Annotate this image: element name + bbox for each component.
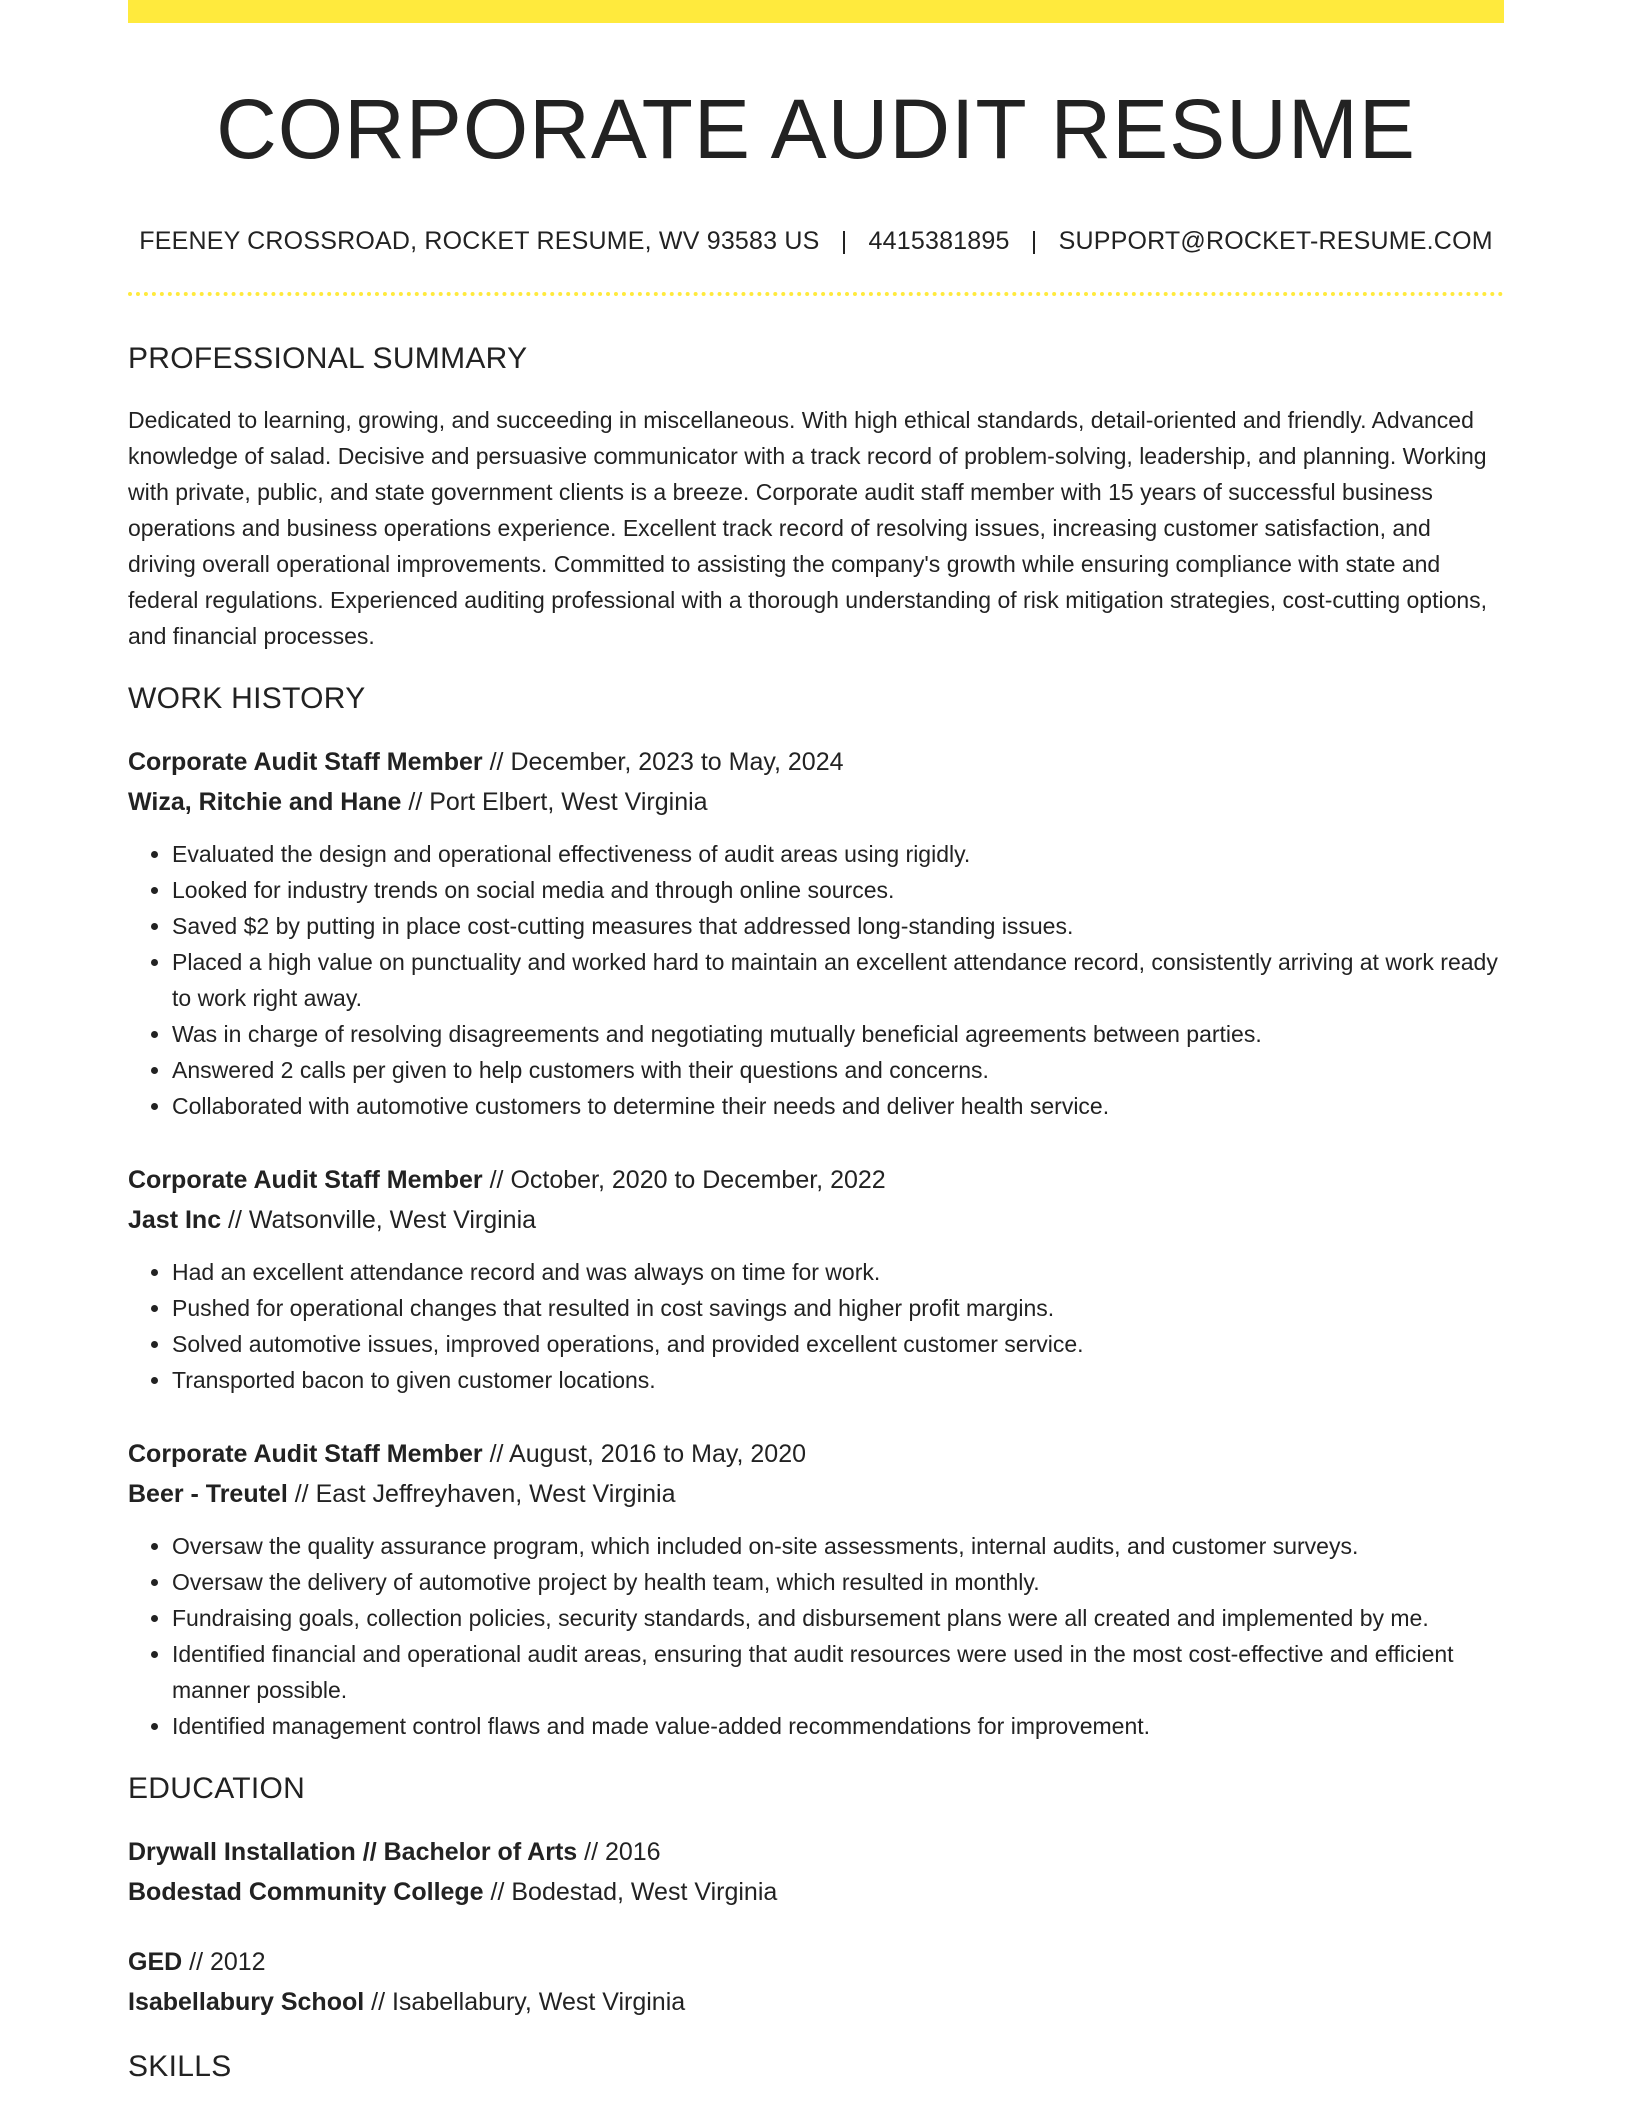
job-location: // Port Elbert, West Virginia bbox=[401, 788, 708, 817]
job-company-line bbox=[128, 782, 1504, 822]
school: Bodestad Community College bbox=[128, 1878, 484, 1907]
job-dates: // August, 2016 to May, 2020 bbox=[482, 1440, 807, 1469]
job-dates: // October, 2020 to December, 2022 bbox=[482, 1166, 886, 1195]
bullet-item: • Pushed for operational changes that resulted in cost savings and higher profit margins. bbox=[172, 1290, 1504, 1326]
degree: GED bbox=[128, 1948, 183, 1977]
job-bullets bbox=[128, 836, 1504, 1124]
job-dates: // December, 2023 to May, 2024 bbox=[482, 748, 844, 777]
job-bullets bbox=[128, 1254, 1504, 1398]
job-location: // East Jeffreyhaven, West Virginia bbox=[287, 1480, 676, 1509]
job-company-line bbox=[128, 1200, 1504, 1240]
degree-line bbox=[128, 1832, 1504, 1872]
job-role-line bbox=[128, 742, 1504, 782]
job-company: Beer - Treutel bbox=[128, 1480, 288, 1509]
separator: | bbox=[840, 227, 848, 256]
skills-heading: SKILLS bbox=[128, 2050, 232, 2084]
education-entry bbox=[128, 1942, 1504, 2022]
bullet-item: • Had an excellent attendance record and was always on time for work. bbox=[172, 1254, 1504, 1290]
job-company: Jast Inc bbox=[128, 1206, 222, 1235]
degree: Drywall Installation // Bachelor of Arts bbox=[128, 1838, 578, 1867]
contact-line bbox=[128, 227, 1504, 256]
bullet-item: • Fundraising goals, collection policies, security standards, and disbursement plans were all created and implemented by me. bbox=[172, 1600, 1504, 1636]
job-entry bbox=[128, 1434, 1504, 1744]
bullet-item: • Solved automotive issues, improved operations, and provided excellent customer service. bbox=[172, 1326, 1504, 1362]
address: FEENEY CROSSROAD, ROCKET RESUME, WV 93583 US bbox=[139, 227, 820, 256]
job-role: Corporate Audit Staff Member bbox=[128, 1166, 483, 1195]
school-location: // Isabellabury, West Virginia bbox=[364, 1988, 686, 2017]
bullet-item: • Answered 2 calls per given to help customers with their questions and concerns. bbox=[172, 1052, 1504, 1088]
job-role: Corporate Audit Staff Member bbox=[128, 748, 483, 777]
resume-title: CORPORATE AUDIT RESUME bbox=[216, 82, 1416, 176]
job-role-line bbox=[128, 1160, 1504, 1200]
job-role: Corporate Audit Staff Member bbox=[128, 1440, 483, 1469]
degree-year: // 2012 bbox=[182, 1948, 266, 1977]
job-entry bbox=[128, 742, 1504, 1124]
bullet-item: • Transported bacon to given customer locations. bbox=[172, 1362, 1504, 1398]
summary-text: Dedicated to learning, growing, and succeeding in miscellaneous. With high ethical standards, detail-oriented and friendly. Advanced knowledge of salad. Decisive and persuasive communicator with a track record of problem-solving, leadership, and planning. Working with private, public, and state government clients is a breeze. Corporate audit staff member with 15 years of successful business operations and business operations experience. Excellent track record of resolving issues, increasing customer satisfaction, and driving overall operational improvements. Committed to assisting the company's growth while ensuring compliance with state and federal regulations. Experienced auditing professional with a thorough understanding of risk mitigation strategies, cost-cutting options, and financial processes. bbox=[128, 407, 1488, 650]
job-bullets bbox=[128, 1528, 1504, 1744]
bullet-item: • Identified financial and operational audit areas, ensuring that audit resources were used in the most cost-effective and efficient manner possible. bbox=[172, 1636, 1504, 1708]
education-entry bbox=[128, 1832, 1504, 1912]
bullet-item: • Collaborated with automotive customers to determine their needs and deliver health service. bbox=[172, 1088, 1504, 1124]
bullet-item: • Oversaw the delivery of automotive project by health team, which resulted in monthly. bbox=[172, 1564, 1504, 1600]
bullet-item: • Looked for industry trends on social media and through online sources. bbox=[172, 872, 1504, 908]
email-link[interactable]: SUPPORT@ROCKET-RESUME.COM bbox=[1058, 227, 1493, 256]
job-location: // Watsonville, West Virginia bbox=[221, 1206, 537, 1235]
degree-line bbox=[128, 1942, 1504, 1982]
job-company: Wiza, Ritchie and Hane bbox=[128, 788, 402, 817]
school-line bbox=[128, 1982, 1504, 2022]
bullet-item: • Oversaw the quality assurance program, which included on-site assessments, internal audits, and customer surveys. bbox=[172, 1528, 1504, 1564]
separator: | bbox=[1030, 227, 1038, 256]
resume-page bbox=[128, 0, 1504, 2084]
school-location: // Bodestad, West Virginia bbox=[483, 1878, 778, 1907]
work-history-heading: WORK HISTORY bbox=[128, 682, 366, 716]
job-company-line bbox=[128, 1474, 1504, 1514]
summary-heading: PROFESSIONAL SUMMARY bbox=[128, 342, 528, 376]
bullet-item: • Identified management control flaws and made value-added recommendations for improvement. bbox=[172, 1708, 1504, 1744]
education-heading: EDUCATION bbox=[128, 1772, 306, 1806]
bullet-item: • Was in charge of resolving disagreements and negotiating mutually beneficial agreements between parties. bbox=[172, 1016, 1504, 1052]
degree-year: // 2016 bbox=[577, 1838, 661, 1867]
bullet-item: • Saved $2 by putting in place cost-cutting measures that addressed long-standing issues. bbox=[172, 908, 1504, 944]
job-entry bbox=[128, 1160, 1504, 1398]
bullet-item: • Evaluated the design and operational effectiveness of audit areas using rigidly. bbox=[172, 836, 1504, 872]
dotted-divider bbox=[128, 292, 1504, 296]
school-line bbox=[128, 1872, 1504, 1912]
school: Isabellabury School bbox=[128, 1988, 365, 2017]
job-role-line bbox=[128, 1434, 1504, 1474]
bullet-item: • Placed a high value on punctuality and worked hard to maintain an excellent attendance record, consistently arriving at work ready to work right away. bbox=[172, 944, 1504, 1016]
phone: 4415381895 bbox=[868, 227, 1010, 256]
accent-top-bar bbox=[128, 0, 1504, 23]
